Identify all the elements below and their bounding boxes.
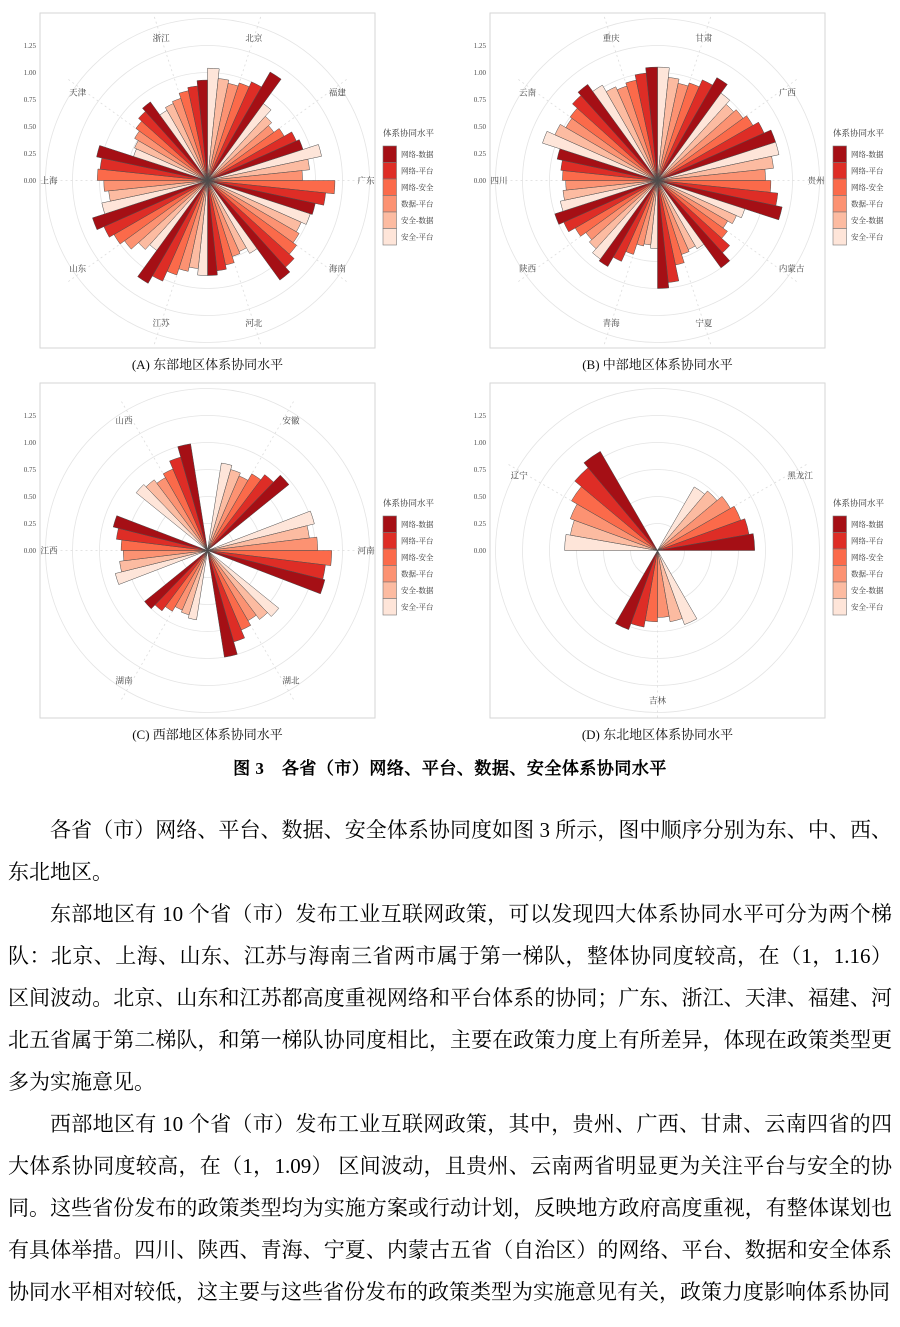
legend-item xyxy=(383,533,434,550)
province-label: 广西 xyxy=(778,87,796,98)
legend-swatch xyxy=(383,533,397,550)
legend-label: 网络-安全 xyxy=(401,553,434,562)
legend-swatch xyxy=(383,516,397,533)
legend-item xyxy=(833,582,884,599)
legend-label: 数据-平台 xyxy=(401,199,434,209)
legend-swatch xyxy=(833,196,847,213)
paragraph-west-region: 西部地区有 10 个省（市）发布工业互联网政策，其中，贵州、广西、甘肃、云南四省的四大体系协同度较高，在（1，1.09） 区间波动，且贵州、云南两省明显更为关注平台与安全的协同。这些省份发布的政策类型均为实施方案或行动计划，反映地方政府高度重视，有整体谋划也有具体举措。四川、陕西、青海、宁夏、内蒙古五省（自治区）的网络、平台、数据和安全体系协同水平相对较低，这主要与这些省份发布的政策类型为实施意见有关，政策力度影响体系协同 xyxy=(8,1112,892,1304)
legend-item xyxy=(833,599,884,616)
legend-swatch xyxy=(833,229,847,246)
legend-item xyxy=(833,212,884,229)
legend-item xyxy=(833,196,884,213)
r-axis-tick: 0.50 xyxy=(473,493,486,501)
province-label: 陕西 xyxy=(519,263,537,274)
legend-swatch xyxy=(833,566,847,583)
legend-label: 安全-数据 xyxy=(401,586,434,595)
r-axis-tick: 0.25 xyxy=(473,150,486,158)
body-text xyxy=(8,809,892,1313)
legend-swatch xyxy=(383,229,397,246)
paragraph-overview: 各省（市）网络、平台、数据、安全体系协同度如图 3 所示，图中顺序分别为东、中、西、东北地区。 xyxy=(8,818,892,884)
legend-item xyxy=(383,146,434,163)
legend-item xyxy=(833,549,884,566)
rose-plot-central xyxy=(450,8,900,353)
legend-label: 安全-数据 xyxy=(851,216,884,225)
legend-swatch xyxy=(383,599,397,616)
rose-chart-west xyxy=(0,378,450,744)
r-axis-tick: 1.00 xyxy=(473,69,486,77)
r-axis-tick: 1.00 xyxy=(23,69,36,77)
r-axis-tick: 1.25 xyxy=(23,412,36,420)
chart-row-bottom xyxy=(0,378,900,744)
r-axis-tick: 0.75 xyxy=(23,466,36,474)
province-label: 贵州 xyxy=(807,175,825,186)
r-axis-tick: 0.00 xyxy=(473,547,486,555)
province-label: 江西 xyxy=(40,545,58,556)
legend-swatch xyxy=(833,146,847,163)
province-label: 湖南 xyxy=(115,675,133,686)
r-axis-tick: 0.50 xyxy=(473,123,486,131)
legend-label: 网络-数据 xyxy=(851,520,884,529)
rose-chart-northeast xyxy=(450,378,900,744)
chart-caption-central: (B) 中部地区体系协同水平 xyxy=(582,357,733,372)
legend-item xyxy=(383,549,434,566)
legend-label: 网络-安全 xyxy=(401,183,434,192)
r-axis-tick: 1.25 xyxy=(473,42,486,50)
legend-title: 体系协同水平 xyxy=(383,128,435,138)
rose-chart-east xyxy=(0,8,450,374)
legend-item xyxy=(833,566,884,583)
legend-swatch xyxy=(833,163,847,180)
chart-caption-west: (C) 西部地区体系协同水平 xyxy=(132,727,283,742)
legend-swatch xyxy=(833,179,847,196)
legend-item xyxy=(383,163,434,180)
province-label: 重庆 xyxy=(602,32,620,43)
province-label: 江苏 xyxy=(152,318,170,329)
r-axis-tick: 0.25 xyxy=(23,520,36,528)
province-label: 上海 xyxy=(40,175,58,186)
rose-plot-west xyxy=(0,378,450,723)
r-axis-tick: 0.00 xyxy=(23,177,36,185)
province-label: 浙江 xyxy=(152,32,170,43)
legend-label: 网络-安全 xyxy=(851,553,884,562)
figure-title: 图 3 各省（市）网络、平台、数据、安全体系协同水平 xyxy=(233,759,667,778)
legend-item xyxy=(383,599,434,616)
province-label: 北京 xyxy=(245,32,263,43)
province-label: 山东 xyxy=(69,263,87,274)
rose-plot-northeast xyxy=(450,378,900,723)
province-label: 甘肃 xyxy=(695,32,713,43)
legend-item xyxy=(383,212,434,229)
legend-swatch xyxy=(833,516,847,533)
legend-swatch xyxy=(383,582,397,599)
legend-item xyxy=(383,229,434,246)
r-axis-tick: 1.00 xyxy=(23,439,36,447)
r-axis-tick: 0.00 xyxy=(473,177,486,185)
r-axis-tick: 0.00 xyxy=(23,547,36,555)
legend-swatch xyxy=(383,179,397,196)
rose-plot-east xyxy=(0,8,450,353)
legend-swatch xyxy=(833,599,847,616)
legend-label: 网络-平台 xyxy=(851,536,884,546)
legend-item xyxy=(833,229,884,246)
legend-label: 安全-平台 xyxy=(851,602,884,612)
chart-row-top xyxy=(0,8,900,374)
legend xyxy=(383,128,435,245)
province-label: 宁夏 xyxy=(695,318,713,329)
legend-label: 数据-平台 xyxy=(851,199,884,209)
legend-label: 网络-平台 xyxy=(401,536,434,546)
legend-label: 网络-数据 xyxy=(401,520,434,529)
legend-swatch xyxy=(383,549,397,566)
rose-chart-central xyxy=(450,8,900,374)
legend-swatch xyxy=(383,146,397,163)
province-label: 云南 xyxy=(519,87,537,98)
legend xyxy=(383,498,435,615)
chart-caption-northeast: (D) 东北地区体系协同水平 xyxy=(581,727,734,742)
legend xyxy=(833,128,885,245)
r-axis-tick: 0.75 xyxy=(473,96,486,104)
province-label: 四川 xyxy=(490,175,508,186)
legend-swatch xyxy=(383,196,397,213)
legend-swatch xyxy=(383,566,397,583)
r-axis-tick: 0.25 xyxy=(473,520,486,528)
chart-caption-east: (A) 东部地区体系协同水平 xyxy=(131,357,284,372)
province-label: 安徽 xyxy=(282,415,300,426)
legend xyxy=(833,498,885,615)
legend-item xyxy=(833,146,884,163)
legend-title: 体系协同水平 xyxy=(833,498,885,508)
r-axis-tick: 1.25 xyxy=(473,412,486,420)
legend-swatch xyxy=(383,212,397,229)
legend-label: 安全-数据 xyxy=(401,216,434,225)
province-label: 黑龙江 xyxy=(787,470,813,481)
legend-label: 网络-平台 xyxy=(401,166,434,176)
province-label: 河南 xyxy=(357,545,375,556)
legend-item xyxy=(383,179,434,196)
paragraph-east-region: 东部地区有 10 个省（市）发布工业互联网政策，可以发现四大体系协同水平可分为两个梯队：北京、上海、山东、江苏与海南三省两市属于第一梯队，整体协同度较高，在（1，1.16）区间波动。北京、山东和江苏都高度重视网络和平台体系的协同；广东、浙江、天津、福建、河北五省属于第二梯队，和第一梯队协同度相比，主要在政策力度上有所差异，体现在政策类型更多为实施意见。 xyxy=(8,902,892,1094)
r-axis-tick: 0.50 xyxy=(23,493,36,501)
province-label: 河北 xyxy=(245,318,263,329)
legend-swatch xyxy=(383,163,397,180)
legend-label: 网络-数据 xyxy=(851,150,884,159)
legend-label: 数据-平台 xyxy=(401,569,434,579)
legend-label: 网络-数据 xyxy=(401,150,434,159)
legend-item xyxy=(383,582,434,599)
legend-swatch xyxy=(833,533,847,550)
legend-item xyxy=(833,179,884,196)
legend-item xyxy=(833,163,884,180)
legend-label: 数据-平台 xyxy=(851,569,884,579)
legend-item xyxy=(383,566,434,583)
province-label: 辽宁 xyxy=(510,470,528,481)
legend-label: 安全-数据 xyxy=(851,586,884,595)
legend-label: 安全-平台 xyxy=(851,232,884,242)
r-axis-tick: 1.25 xyxy=(23,42,36,50)
province-label: 广东 xyxy=(357,175,375,186)
r-axis-tick: 0.75 xyxy=(473,466,486,474)
legend-item xyxy=(383,516,434,533)
legend-swatch xyxy=(833,582,847,599)
legend-label: 网络-平台 xyxy=(851,166,884,176)
legend-item xyxy=(833,533,884,550)
province-label: 山西 xyxy=(115,415,133,426)
legend-title: 体系协同水平 xyxy=(833,128,885,138)
province-label: 海南 xyxy=(328,263,346,274)
legend-label: 安全-平台 xyxy=(401,232,434,242)
r-axis-tick: 0.25 xyxy=(23,150,36,158)
province-label: 福建 xyxy=(328,87,346,98)
legend-label: 安全-平台 xyxy=(401,602,434,612)
province-label: 天津 xyxy=(69,87,87,98)
r-axis-tick: 0.50 xyxy=(23,123,36,131)
province-label: 吉林 xyxy=(648,695,667,706)
legend-item xyxy=(833,516,884,533)
legend-label: 网络-安全 xyxy=(851,183,884,192)
province-label: 青海 xyxy=(602,318,620,329)
legend-item xyxy=(383,196,434,213)
legend-swatch xyxy=(833,549,847,566)
province-label: 湖北 xyxy=(282,675,300,686)
legend-swatch xyxy=(833,212,847,229)
province-label: 内蒙古 xyxy=(778,263,805,274)
r-axis-tick: 1.00 xyxy=(473,439,486,447)
r-axis-tick: 0.75 xyxy=(23,96,36,104)
legend-title: 体系协同水平 xyxy=(383,498,435,508)
